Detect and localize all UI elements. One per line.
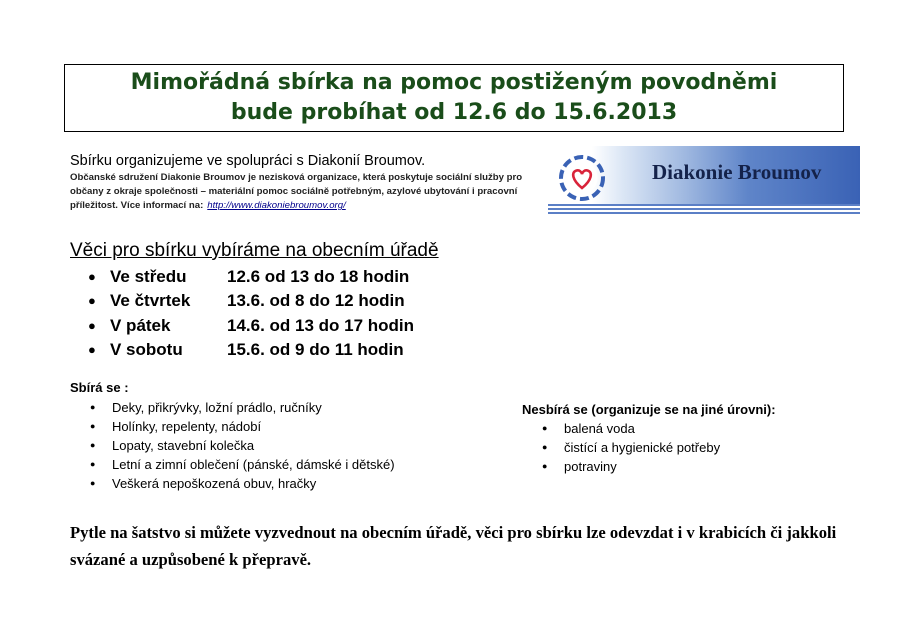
not-collected-item <box>542 419 720 438</box>
headline-box <box>64 64 844 132</box>
not-collected-item-text: čistící a hygienické potřeby <box>564 440 721 455</box>
collected-item-text: Deky, přikrývky, ložní prádlo, ručníky <box>112 400 322 415</box>
bullet-icon: ● <box>90 459 96 469</box>
headline-line-1: Mimořádná sbírka na pomoc postiženým povodněmi <box>130 70 778 95</box>
bullet-icon: ● <box>542 461 548 471</box>
collected-item <box>90 417 395 436</box>
collected-item-text: Letní a zimní oblečení (pánské, dámské i dětské) <box>112 457 395 472</box>
schedule-day: Ve čtvrtek <box>110 291 191 311</box>
not-collected-title: Nesbírá se (organizuje se na jiné úrovni): <box>522 402 776 417</box>
bullet-icon: ● <box>90 402 96 412</box>
bullet-icon: ● <box>90 440 96 450</box>
schedule-day: Ve středu <box>110 267 187 286</box>
not-collected-item <box>542 438 720 457</box>
diakonie-logo-banner <box>548 146 860 214</box>
headline-line-2: bude probíhat od 12.6 do 15.6.2013 <box>230 100 678 125</box>
collected-title: Sbírá se : <box>70 380 129 395</box>
collected-item-text: Lopaty, stavební kolečka <box>112 438 255 453</box>
intro-description: Občanské sdružení Diakonie Broumov je nezisková organizace, která poskytuje sociální služby pro občany z okraje společnosti – materiální pomoc sociálně potřebným, azylové ubytování i pracovní příležitost. Více informací na: <box>70 172 523 211</box>
intro-text-block <box>70 171 540 213</box>
bullet-icon: ● <box>542 442 548 452</box>
bullet-icon: ● <box>88 341 96 357</box>
collected-item-text: Holínky, repelenty, nádobí <box>112 419 262 434</box>
bullet-icon: ● <box>90 478 96 488</box>
schedule-time: 14.6. od 13 do 17 hodin <box>227 315 415 335</box>
schedule-time: 13.6. od 8 do 12 hodin <box>227 291 405 311</box>
collected-item <box>90 455 395 474</box>
footer-note: Pytle na šatstvo si můžete vyzvednout na obecním úřadě, věci pro sbírku lze odevzdat i v krabicích či jakkoli svázané a uzpůsobené k přepravě. <box>70 523 837 569</box>
collected-item-text: Veškerá nepoškozená obuv, hračky <box>112 476 317 491</box>
collected-item <box>90 474 395 493</box>
schedule-item <box>88 289 414 313</box>
schedule-day: V pátek <box>110 315 171 335</box>
schedule-list <box>88 265 414 362</box>
not-collected-item <box>542 457 720 476</box>
schedule-day: V sobotu <box>110 339 183 359</box>
schedule-item <box>88 314 414 338</box>
collected-item <box>90 398 395 417</box>
bullet-icon: ● <box>88 269 96 284</box>
collection-heading: Věci pro sbírku vybíráme na obecním úřadě <box>70 240 439 261</box>
bullet-icon: ● <box>88 317 96 333</box>
diakonie-website-link[interactable]: http://www.diakoniebroumov.org/ <box>207 200 346 211</box>
schedule-time: 15.6. od 9 do 11 hodin <box>227 339 404 359</box>
bullet-icon: ● <box>88 293 96 309</box>
bullet-icon: ● <box>542 423 548 433</box>
schedule-item <box>88 265 414 289</box>
bullet-icon: ● <box>90 421 96 431</box>
not-collected-item-text: balená voda <box>564 421 635 436</box>
intro-section <box>70 153 540 213</box>
collected-list <box>90 398 395 493</box>
schedule-item <box>88 338 414 362</box>
logo-text: Diakonie Broumov <box>652 160 822 184</box>
intro-title: Sbírku organizujeme ve spolupráci s Diakonií Broumov. <box>70 153 426 169</box>
collected-item <box>90 436 395 455</box>
schedule-time: 12.6 od 13 do 18 hodin <box>227 267 410 286</box>
heart-circle-icon <box>558 154 606 202</box>
not-collected-item-text: potraviny <box>564 459 617 474</box>
logo-stripes <box>548 204 860 214</box>
not-collected-list <box>542 419 720 476</box>
